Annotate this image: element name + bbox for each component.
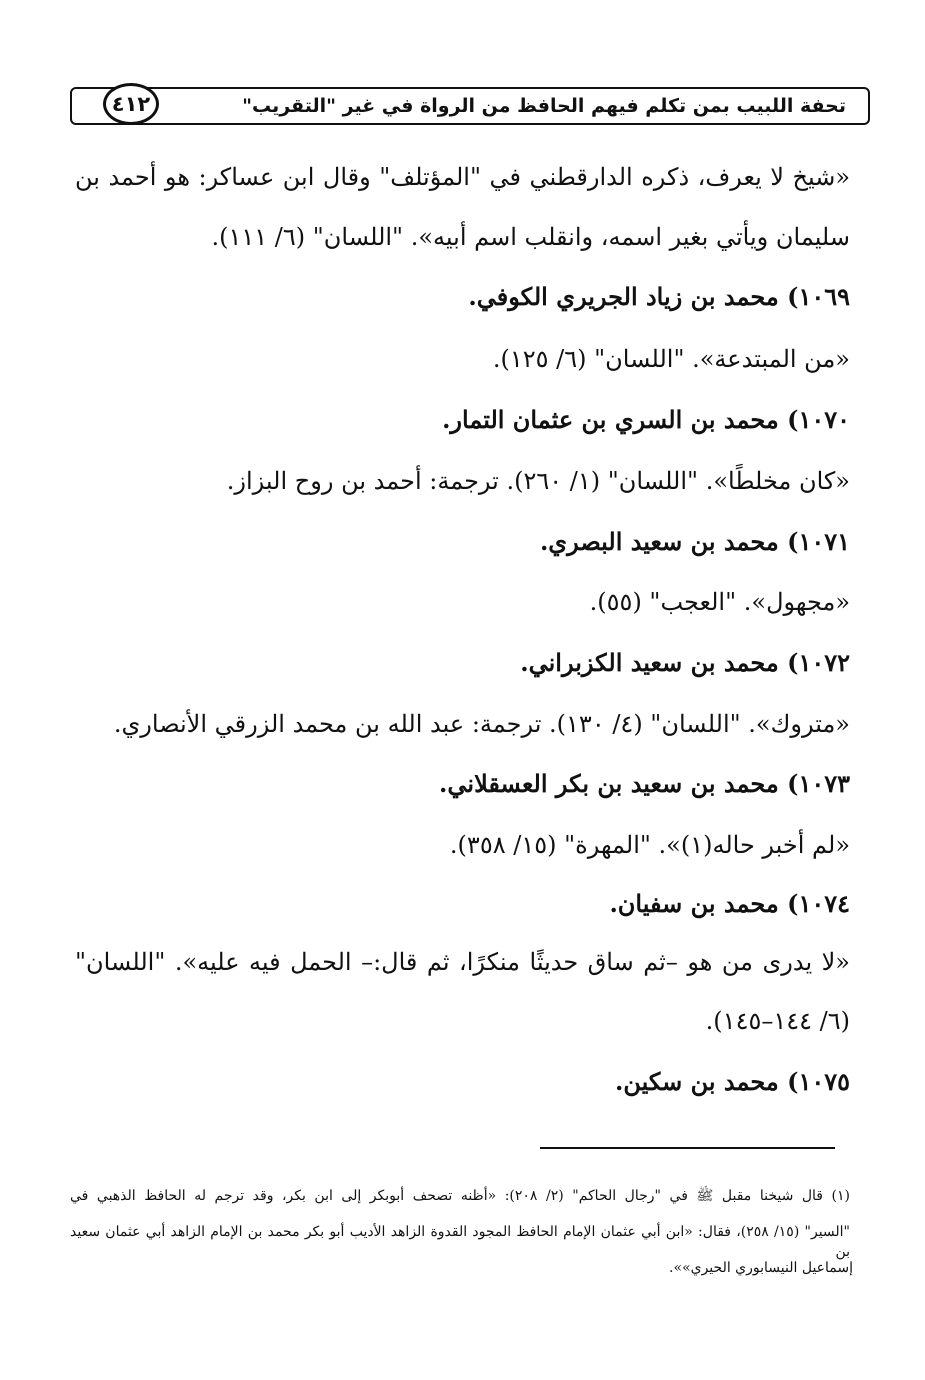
page-number: ٤١٢ [103, 83, 159, 125]
footnote-separator [540, 1147, 835, 1149]
footnote-line: إسماعيل النيسابوري الحيري»». [669, 1260, 853, 1276]
entry-heading-1070: ١٠٧٠) محمد بن السري بن عثمان التمار. [442, 405, 850, 434]
entry-text-1071: «مجهول». "العجب" (٥٥). [589, 588, 850, 616]
running-title: تحفة اللبيب بمن تكلم فيهم الحافظ من الرواة في غير "التقريب" [242, 95, 846, 117]
footnote-line: (١) قال شيخنا مقبل ﷺ في "رجال الحاكم" (٢/ ٢٠٨): «أظنه تصحف أبوبكر إلى ابن بكر، وقد ترجم له الحافظ الذهبي في [70, 1188, 851, 1204]
entry-heading-1069: ١٠٦٩) محمد بن زياد الجريري الكوفي. [468, 282, 850, 311]
body-line-continuation: «شيخ لا يعرف، ذكره الدارقطني في "المؤتلف" وقال ابن عساكر: هو أحمد بن [75, 163, 850, 191]
entry-heading-1072: ١٠٧٢) محمد بن سعيد الكزبراني. [520, 648, 850, 677]
entry-text-1074: «لا يدرى من هو –ثم ساق حديثًا منكرًا، ثم قال:– الحمل فيه عليه». "اللسان" [75, 948, 850, 976]
entry-text-1072: «متروك». "اللسان" (٤/ ١٣٠). ترجمة: عبد الله بن محمد الزرقي الأنصاري. [113, 710, 850, 738]
entry-heading-1071: ١٠٧١) محمد بن سعيد البصري. [539, 527, 850, 556]
entry-heading-1073: ١٠٧٣) محمد بن سعيد بن بكر العسقلاني. [439, 769, 850, 798]
entry-text-1069: «من المبتدعة». "اللسان" (٦/ ١٢٥). [492, 345, 850, 373]
entry-heading-1074: ١٠٧٤) محمد بن سفيان. [609, 889, 850, 918]
body-line-continuation: سليمان ويأتي بغير اسمه، وانقلب اسم أبيه». "اللسان" (٦/ ١١١). [211, 223, 850, 251]
entry-heading-1075: ١٠٧٥) محمد بن سكين. [615, 1067, 850, 1096]
entry-text-1074-cont: (٦/ ١٤٤–١٤٥). [705, 1007, 850, 1035]
entry-text-1070: «كان مخلطًا». "اللسان" (١/ ٢٦٠). ترجمة: أحمد بن روح البزاز. [226, 467, 850, 495]
entry-text-1073: «لم أخبر حاله(١)». "المهرة" (١٥/ ٣٥٨). [449, 831, 850, 859]
footnote-line: "السير" (١٥/ ٢٥٨)، فقال: «ابن أبي عثمان الإمام الحافظ المجود القدوة الزاهد الأديب أبو بكر محمد بن الإمام الزاهد أبي عثمان سعيد بن [70, 1224, 850, 1260]
